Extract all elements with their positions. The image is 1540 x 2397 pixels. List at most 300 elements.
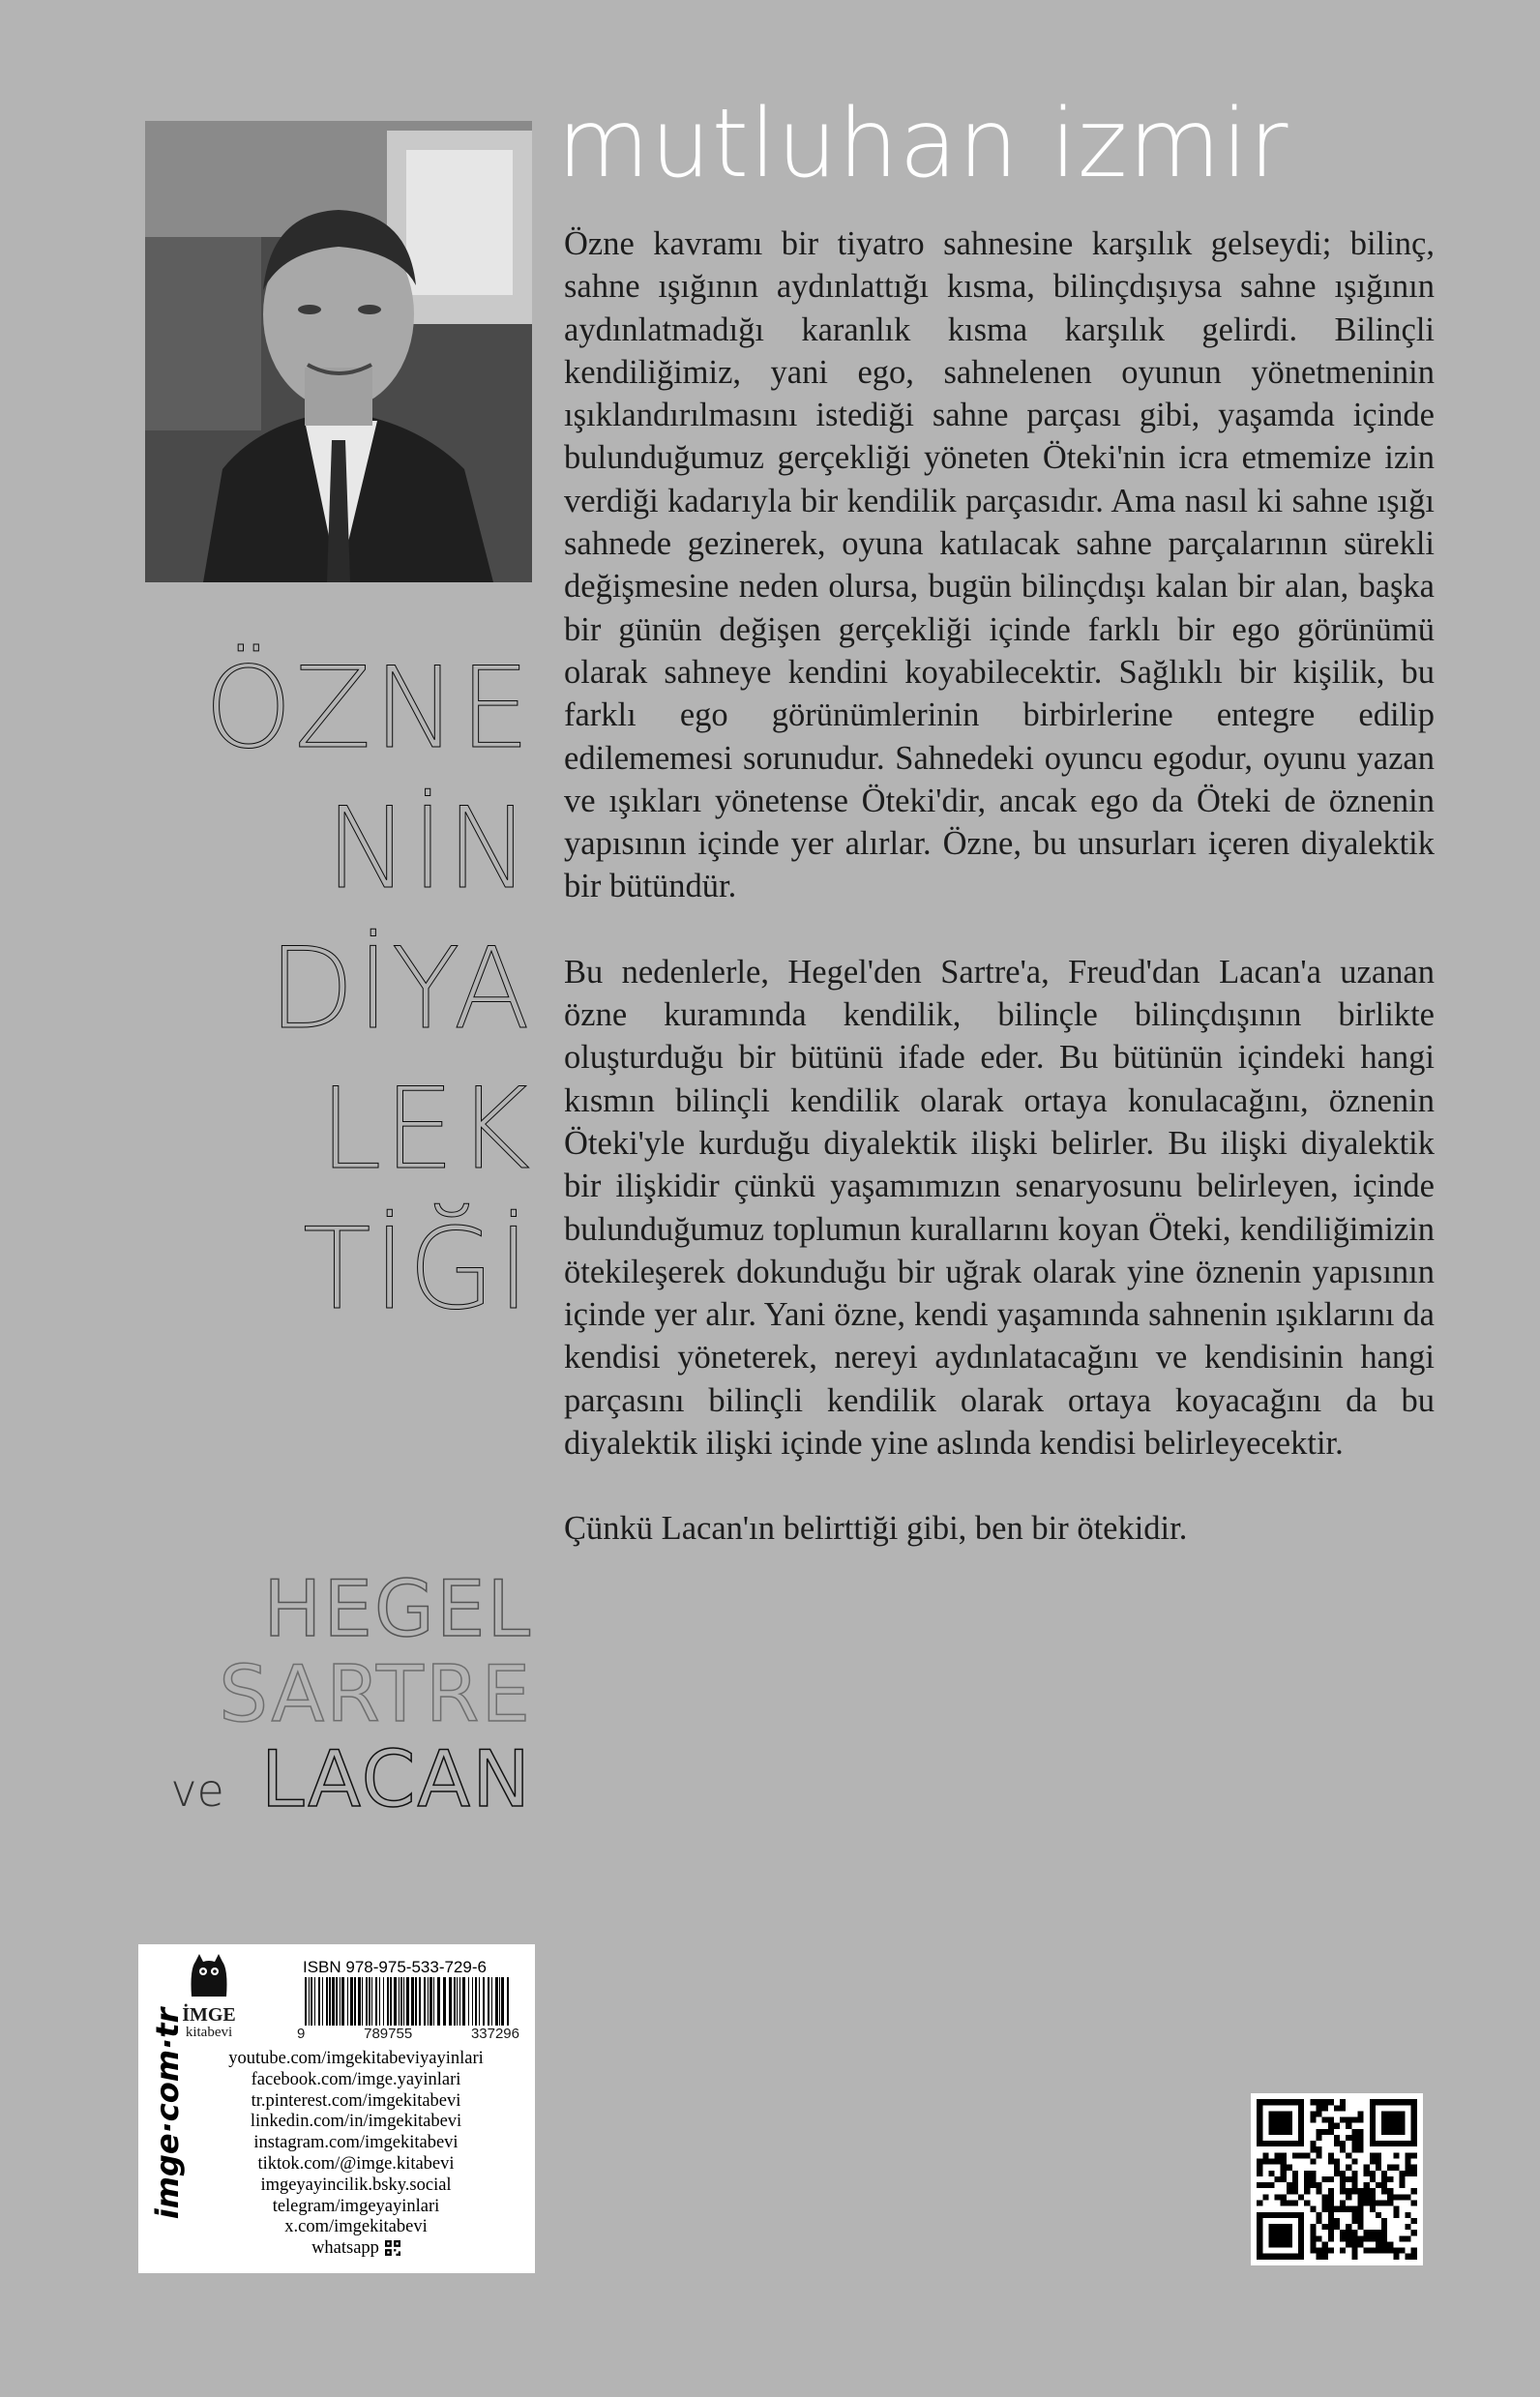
qr-module	[1399, 2194, 1405, 2200]
qr-module	[1406, 2235, 1411, 2241]
qr-module	[1275, 2159, 1281, 2165]
qr-module	[1328, 2194, 1334, 2200]
qr-module	[1340, 2117, 1346, 2123]
qr-module	[1357, 2194, 1363, 2200]
qr-module	[1334, 2141, 1340, 2146]
qr-module	[1322, 2117, 1328, 2123]
barcode-bar	[415, 1977, 417, 2026]
link-telegram[interactable]: telegram/imgeyayinlari	[272, 2196, 440, 2216]
qr-module	[1317, 2129, 1322, 2135]
qr-module	[1411, 2218, 1417, 2224]
qr-module	[1287, 2165, 1292, 2171]
qr-module	[1351, 2117, 1357, 2123]
qr-module	[1381, 2171, 1387, 2176]
qr-module	[1317, 2111, 1322, 2116]
isbn: ISBN 978-975-533-729-6	[303, 1958, 487, 1976]
qr-module	[1317, 2099, 1322, 2105]
qr-module	[1411, 2171, 1417, 2176]
qr-module	[1317, 2235, 1322, 2241]
barcode-bar	[479, 1977, 480, 2026]
qr-module	[1317, 2218, 1322, 2224]
barcode-bar	[472, 1977, 473, 2026]
qr-module	[1257, 2165, 1262, 2171]
qr-module	[1340, 2200, 1346, 2205]
qr-module	[1370, 2235, 1376, 2241]
qr-module	[1281, 2159, 1287, 2165]
qr-module	[1334, 2218, 1340, 2224]
barcode-bar	[443, 1977, 446, 2026]
qr-module	[1310, 2111, 1316, 2116]
qr-module	[1310, 2099, 1316, 2105]
qr-module	[1304, 2200, 1310, 2205]
qr-module	[1381, 2235, 1387, 2241]
barcode-bar	[495, 1977, 498, 2026]
qr-module	[1340, 2146, 1346, 2152]
link-facebook[interactable]: facebook.com/imge.yayinlari	[251, 2069, 461, 2089]
qr-module	[1275, 2152, 1281, 2158]
barcode-bar	[419, 1977, 421, 2026]
qr-module	[1357, 2241, 1363, 2247]
qr-module	[1351, 2135, 1357, 2141]
qr-module	[1399, 2248, 1405, 2254]
qr-module	[1376, 2230, 1381, 2235]
barcode-bar	[488, 1977, 489, 2026]
book-subtitle	[97, 1564, 532, 1824]
qr-module	[1292, 2176, 1298, 2182]
barcode-bar	[379, 1977, 380, 2026]
qr-module	[1376, 2212, 1381, 2218]
qr-module	[1357, 2135, 1363, 2141]
qr-module	[1310, 2146, 1316, 2152]
qr-module	[1322, 2254, 1328, 2260]
qr-module	[1346, 2152, 1351, 2158]
qr-module	[1351, 2129, 1357, 2135]
qr-module	[1328, 2117, 1334, 2123]
qr-module	[1351, 2141, 1357, 2146]
qr-module	[1370, 2159, 1376, 2165]
qr-module	[1340, 2188, 1346, 2194]
qr-module	[1357, 2200, 1363, 2205]
paragraph-1: Özne kavramı bir tiyatro sahnesine karşılık gelseydi; bilinç, sahne ışığının aydınlattığı kısma, bilinçdışıysa sahne ışığının aydınlatmadığı karanlık kısma karşılık gelirdi. Bilinçli kendiliğimiz, yani ego, sahnelenen oyunun yönetmeninin ışıklandırılmasını istediği sahne parçası gibi, yaşamda içinde bulunduğumuz gerçekliği yöneten Öteki'nin icra etmemize izin verdiği kadarıyla bir kendilik parçasıdır. Ama nasıl ki sahne ışığı sahnede gezinerek, oyuna katılacak sahne parçalarının sürekli değişmesine neden olursa, bugün bilinçdışı kalan bir alan, başka bir günün değişen gerçekliği içinde farklı bir ego görünümü olarak sahneye kendini koyabilecektir. Sağlıklı bir kişilik, bu farklı ego görünümlerinin birbirlerine entegre edilip edilememesi sorunudur. Sahnedeki oyuncu egodur, oyunu yazan ve ışıkları yönetense Öteki'dir, ancak ego da Öteki de öznenin yapısının içinde yer alırlar. Özne, bu unsurları içeren diyalektik bir bütündür.	[564, 225, 1435, 905]
barcode-bar	[507, 1977, 509, 2026]
qr-module	[1281, 2200, 1287, 2205]
qr-module	[1364, 2165, 1370, 2171]
barcode-bar	[501, 1977, 504, 2026]
barcode-bar	[433, 1977, 434, 2026]
qr-module	[1257, 2159, 1262, 2165]
barcode-bar	[322, 1977, 323, 2026]
qr-module	[1262, 2194, 1268, 2200]
barcode-bar	[491, 1977, 492, 2026]
qr-module	[1351, 2235, 1357, 2241]
qr-module	[1351, 2176, 1357, 2182]
qr-module	[1381, 2218, 1387, 2224]
barcode-bar	[400, 1977, 402, 2026]
publisher-panel	[138, 1944, 535, 2273]
qr-module	[1357, 2206, 1363, 2212]
qr-module	[1334, 2105, 1340, 2111]
barcode-bar	[326, 1977, 328, 2026]
qr-module	[1387, 2194, 1393, 2200]
logo-sub: kitabevi	[185, 2025, 233, 2040]
publisher-website[interactable]: imge·com·tr	[149, 2007, 186, 2220]
barcode-bar	[309, 1977, 310, 2026]
qr-module	[1328, 2230, 1334, 2235]
title-line: DİYA	[268, 924, 532, 1054]
qr-module	[1310, 2176, 1316, 2182]
barcode-bar	[424, 1977, 426, 2026]
qr-module	[1334, 2159, 1340, 2165]
qr-module	[1328, 2152, 1334, 2158]
qr-module	[1364, 2235, 1370, 2241]
qr-module	[1370, 2206, 1376, 2212]
qr-module	[1322, 2099, 1328, 2105]
qr-module	[1328, 2200, 1334, 2205]
qr-module	[1310, 2230, 1316, 2235]
qr-module	[1328, 2218, 1334, 2224]
barcode-bar	[454, 1977, 456, 2026]
link-whatsapp[interactable]: whatsapp	[192, 2238, 520, 2260]
barcode-bar	[366, 1977, 368, 2026]
qr-module	[1346, 2123, 1351, 2129]
qr-module	[1393, 2194, 1399, 2200]
qr-module	[1406, 2212, 1411, 2218]
barcode-bar	[437, 1977, 440, 2026]
qr-module	[1346, 2165, 1351, 2171]
qr-module	[1334, 2123, 1340, 2129]
qr-module	[1351, 2218, 1357, 2224]
qr-module	[1346, 2241, 1351, 2247]
qr-module	[1376, 2200, 1381, 2205]
qr-finder	[1381, 2111, 1406, 2135]
qr-module	[1310, 2117, 1316, 2123]
qr-module	[1268, 2171, 1274, 2176]
qr-module	[1328, 2206, 1334, 2212]
qr-module	[1351, 2241, 1357, 2247]
qr-module	[1328, 2123, 1334, 2129]
qr-module	[1257, 2182, 1262, 2188]
qr-module	[1387, 2165, 1393, 2171]
qr-module	[1357, 2224, 1363, 2230]
qr-module	[1310, 2224, 1316, 2230]
author-name: mutluhan izmir	[557, 89, 1289, 199]
qr-module	[1346, 2135, 1351, 2141]
qr-module	[1393, 2152, 1399, 2158]
qr-module	[1393, 2212, 1399, 2218]
qr-module	[1357, 2111, 1363, 2116]
qr-module	[1317, 2212, 1322, 2218]
qr-module	[1393, 2254, 1399, 2260]
qr-module	[1257, 2171, 1262, 2176]
qr-module	[1393, 2248, 1399, 2254]
qr-module	[1340, 2206, 1346, 2212]
subtitle-sartre: SARTRE	[219, 1649, 532, 1739]
barcode	[303, 1977, 516, 2026]
qr-module	[1292, 2152, 1298, 2158]
qr-module	[1399, 2171, 1405, 2176]
link-youtube[interactable]: youtube.com/imgekitabeviyayinlari	[228, 2049, 484, 2068]
barcode-bar	[449, 1977, 452, 2026]
qr-module	[1257, 2200, 1262, 2205]
qr-module	[1310, 2159, 1316, 2165]
qr-module	[1281, 2194, 1287, 2200]
qr-module	[1346, 2224, 1351, 2230]
social-links	[192, 2049, 520, 2260]
qr-code-icon	[1251, 2093, 1423, 2265]
barcode-bar	[429, 1977, 432, 2026]
qr-module	[1287, 2182, 1292, 2188]
qr-module	[1357, 2188, 1363, 2194]
qr-module	[1351, 2212, 1357, 2218]
qr-module	[1411, 2230, 1417, 2235]
qr-module	[1281, 2165, 1287, 2171]
qr-finder	[1268, 2111, 1292, 2135]
author-photo	[145, 121, 532, 582]
qr-module	[1328, 2188, 1334, 2194]
barcode-bar	[375, 1977, 377, 2026]
qr-module	[1351, 2248, 1357, 2254]
qr-module	[1357, 2129, 1363, 2135]
qr-code[interactable]	[1251, 2093, 1423, 2265]
qr-module	[1351, 2254, 1357, 2260]
qr-module	[1340, 2176, 1346, 2182]
qr-module	[1334, 2171, 1340, 2176]
qr-module	[1364, 2248, 1370, 2254]
qr-module	[1317, 2135, 1322, 2141]
qr-module	[1310, 2235, 1316, 2241]
qr-module	[1357, 2146, 1363, 2152]
qr-module	[1411, 2200, 1417, 2205]
paragraph-3: Çünkü Lacan'ın belirttiği gibi, ben bir ötekidir.	[564, 1510, 1188, 1548]
qr-module	[1399, 2182, 1405, 2188]
qr-finder	[1268, 2224, 1292, 2248]
link-bluesky[interactable]: imgeyayincilik.bsky.social	[260, 2175, 452, 2195]
link-pinterest[interactable]: tr.pinterest.com/imgekitabevi	[251, 2090, 461, 2111]
qr-module	[1340, 2171, 1346, 2176]
qr-module	[1304, 2188, 1310, 2194]
qr-module	[1328, 2212, 1334, 2218]
qr-module	[1262, 2152, 1268, 2158]
barcode-bar	[411, 1977, 414, 2026]
qr-module	[1328, 2176, 1334, 2182]
qr-module	[1406, 2159, 1411, 2165]
barcode-bar	[347, 1977, 348, 2026]
barcode-digit-group: 9	[297, 2026, 306, 2042]
qr-module	[1351, 2171, 1357, 2176]
qr-module	[1376, 2152, 1381, 2158]
qr-module	[1346, 2194, 1351, 2200]
qr-module	[1411, 2165, 1417, 2171]
qr-module	[1317, 2146, 1322, 2152]
qr-module	[1328, 2129, 1334, 2135]
qr-module	[1275, 2194, 1281, 2200]
qr-module	[1268, 2159, 1274, 2165]
barcode-bar	[462, 1977, 465, 2026]
qr-module	[1393, 2165, 1399, 2171]
qr-module	[1370, 2230, 1376, 2235]
link-tiktok[interactable]: tiktok.com/@imge.kitabevi	[257, 2153, 455, 2174]
qr-module	[1322, 2194, 1328, 2200]
qr-module	[1340, 2141, 1346, 2146]
qr-module	[1281, 2152, 1287, 2158]
qr-module	[1387, 2248, 1393, 2254]
barcode-bar	[329, 1977, 331, 2026]
qr-module	[1310, 2241, 1316, 2247]
title-line: NİN	[325, 784, 532, 914]
barcode-bar	[369, 1977, 370, 2026]
qr-module	[1376, 2159, 1381, 2165]
qr-module	[1317, 2182, 1322, 2188]
barcode-bar	[341, 1977, 344, 2026]
qr-module	[1387, 2200, 1393, 2205]
qr-module	[1376, 2235, 1381, 2241]
qr-module	[1381, 2188, 1387, 2194]
qr-module	[1334, 2165, 1340, 2171]
subtitle-lacan: LACAN	[260, 1734, 532, 1824]
qr-module	[1262, 2182, 1268, 2188]
qr-module	[1340, 2230, 1346, 2235]
qr-module	[1351, 2230, 1357, 2235]
qr-module	[1364, 2188, 1370, 2194]
link-linkedin[interactable]: linkedin.com/in/imgekitabevi	[250, 2112, 462, 2132]
barcode-bar	[457, 1977, 458, 2026]
qr-module	[1411, 2188, 1417, 2194]
barcode-bar	[390, 1977, 392, 2026]
qr-module	[1381, 2248, 1387, 2254]
qr-module	[1310, 2141, 1316, 2146]
qr-module	[1357, 2212, 1363, 2218]
qr-module	[1340, 2099, 1346, 2105]
qr-module	[1292, 2188, 1298, 2194]
qr-module	[1406, 2254, 1411, 2260]
qr-module	[1387, 2241, 1393, 2247]
barcode-bar	[475, 1977, 477, 2026]
barcode-bar	[332, 1977, 335, 2026]
qr-module	[1346, 2206, 1351, 2212]
qr-module	[1351, 2146, 1357, 2152]
qr-module	[1376, 2182, 1381, 2188]
qr-module	[1298, 2194, 1304, 2200]
subtitle-ve: ve	[170, 1764, 224, 1817]
qr-module	[1340, 2248, 1346, 2254]
barcode-bar	[350, 1977, 353, 2026]
qr-module	[1334, 2206, 1340, 2212]
qr-module	[1322, 2241, 1328, 2247]
qr-module	[1406, 2171, 1411, 2176]
qr-module	[1304, 2171, 1310, 2176]
qr-module	[1292, 2182, 1298, 2188]
qr-module	[1328, 2235, 1334, 2241]
qr-code-icon	[385, 2240, 400, 2256]
qr-module	[1411, 2152, 1417, 2158]
barcode-bar	[371, 1977, 372, 2026]
qr-module	[1351, 2206, 1357, 2212]
barcode-bar	[406, 1977, 409, 2026]
barcode-bar	[428, 1977, 429, 2026]
qr-module	[1298, 2152, 1304, 2158]
barcode-digit-group: 789755	[364, 2026, 413, 2042]
qr-module	[1406, 2194, 1411, 2200]
qr-module	[1275, 2176, 1281, 2182]
qr-module	[1393, 2206, 1399, 2212]
qr-module	[1357, 2235, 1363, 2241]
qr-module	[1346, 2176, 1351, 2182]
qr-module	[1411, 2248, 1417, 2254]
qr-module	[1281, 2171, 1287, 2176]
qr-module	[1287, 2200, 1292, 2205]
barcode-bar	[311, 1977, 312, 2026]
qr-module	[1381, 2230, 1387, 2235]
qr-module	[1262, 2159, 1268, 2165]
qr-module	[1317, 2188, 1322, 2194]
barcode-digits	[297, 2026, 519, 2042]
qr-module	[1317, 2105, 1322, 2111]
qr-module	[1281, 2176, 1287, 2182]
qr-module	[1387, 2188, 1393, 2194]
qr-module	[1340, 2105, 1346, 2111]
barcode-bar	[336, 1977, 338, 2026]
link-x[interactable]: x.com/imgekitabevi	[284, 2217, 428, 2237]
qr-module	[1376, 2241, 1381, 2247]
barcode-bar	[358, 1977, 361, 2026]
qr-module	[1364, 2194, 1370, 2200]
qr-module	[1310, 2206, 1316, 2212]
qr-module	[1328, 2159, 1334, 2165]
qr-module	[1287, 2188, 1292, 2194]
qr-module	[1310, 2171, 1316, 2176]
title-line: TİĞİ	[302, 1204, 532, 1335]
qr-module	[1406, 2152, 1411, 2158]
publisher-logo	[182, 1950, 236, 2042]
qr-module	[1310, 2248, 1316, 2254]
qr-module	[1381, 2241, 1387, 2247]
qr-module	[1346, 2117, 1351, 2123]
qr-module	[1381, 2182, 1387, 2188]
title-line: LEK	[319, 1064, 532, 1195]
qr-module	[1364, 2230, 1370, 2235]
qr-module	[1317, 2254, 1322, 2260]
qr-module	[1370, 2248, 1376, 2254]
qr-module	[1346, 2235, 1351, 2241]
link-instagram[interactable]: instagram.com/imgekitabevi	[253, 2133, 459, 2153]
qr-module	[1406, 2224, 1411, 2230]
qr-module	[1292, 2200, 1298, 2205]
back-cover-text	[564, 222, 1435, 1593]
qr-module	[1399, 2176, 1405, 2182]
barcode-bar	[362, 1977, 363, 2026]
qr-module	[1334, 2224, 1340, 2230]
qr-module	[1340, 2235, 1346, 2241]
qr-module	[1322, 2206, 1328, 2212]
qr-module	[1370, 2188, 1376, 2194]
qr-module	[1322, 2224, 1328, 2230]
qr-module	[1328, 2224, 1334, 2230]
qr-module	[1370, 2171, 1376, 2176]
title-line: ÖZNE	[204, 643, 532, 774]
qr-module	[1322, 2105, 1328, 2111]
qr-module	[1322, 2129, 1328, 2135]
barcode-bar	[499, 1977, 500, 2026]
qr-module	[1304, 2182, 1310, 2188]
qr-module	[1364, 2182, 1370, 2188]
qr-module	[1304, 2176, 1310, 2182]
qr-module	[1406, 2165, 1411, 2171]
barcode-bar	[305, 1977, 307, 2026]
qr-module	[1351, 2182, 1357, 2188]
barcode-bar	[387, 1977, 389, 2026]
qr-module	[1340, 2182, 1346, 2188]
qr-module	[1381, 2176, 1387, 2182]
